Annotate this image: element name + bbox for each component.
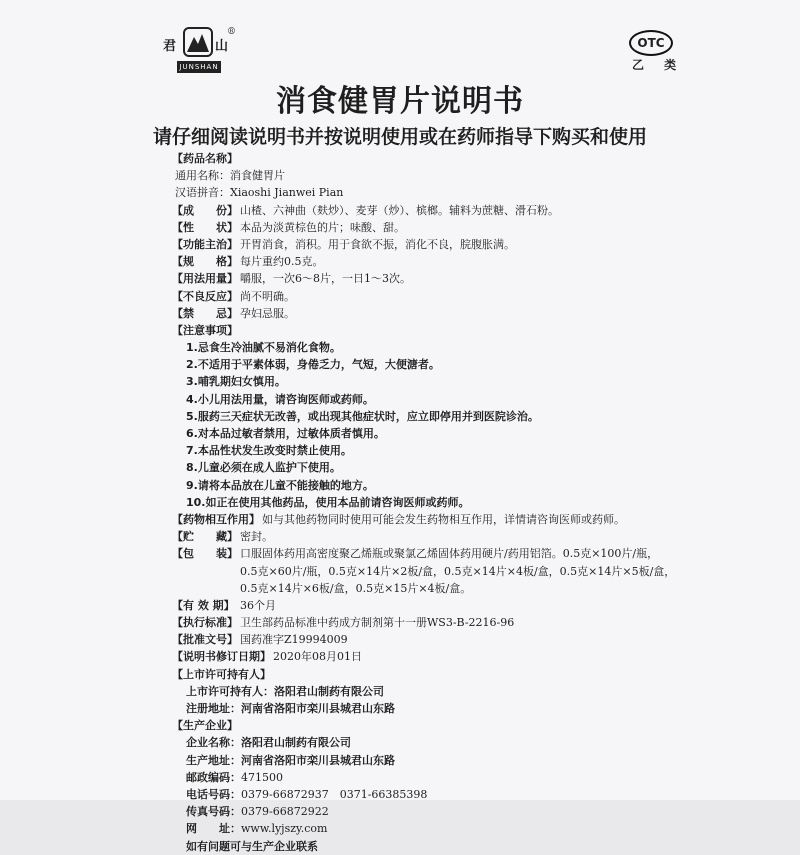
packaging-line: 口服固体药用高密度聚乙烯瓶或聚氯乙烯固体药用硬片/药用铝箔。0.5克×100片/瓶，: [240, 547, 659, 561]
production-address-label: 生产地址：: [186, 753, 241, 767]
precaution-item: 5.服药三天症状无改善，或出现其他症状时，应立即停用并到医院诊治。: [186, 409, 539, 423]
fax-value: 0379-66872922: [241, 805, 329, 819]
company-name-value: 洛阳君山制药有限公司: [241, 736, 351, 750]
license-holder-label: 【上市许可持有人】: [172, 667, 271, 681]
registered-mark: ®: [227, 27, 236, 37]
precaution-item: 10.如正在使用其他药品，使用本品前请咨询医师或药师。: [186, 495, 470, 509]
validity-label: 【有 效 期】: [172, 598, 235, 612]
phone-label: 电话号码：: [186, 787, 241, 801]
logo-right-char: 山: [215, 39, 229, 54]
precaution-item: 1.忌食生冷油腻不易消化食物。: [186, 341, 341, 355]
precaution-item: 8.儿童必须在成人监护下使用。: [186, 461, 341, 475]
logo-left-char: 君: [163, 39, 177, 54]
field-label: 【禁 忌】: [172, 306, 238, 320]
drug-name-label: 【药品名称】: [172, 152, 238, 165]
common-name: 通用名称：消食健胃片: [175, 169, 285, 183]
revision-value: 2020年08月01日: [273, 650, 362, 664]
license-holder-address: 注册地址：河南省洛阳市栾川县城君山东路: [186, 702, 395, 715]
mountain-logo-icon: [183, 27, 213, 57]
standard-value: 卫生部药品标准中药成方制剂第十一册WS3-B-2216-96: [240, 616, 515, 630]
page-title: 消食健胃片说明书: [276, 84, 524, 119]
dosage-value: 嚼服，一次6～8片，一日1～3次。: [240, 272, 411, 286]
company-name-label: 企业名称：: [186, 736, 241, 750]
contact-note: 如有问题可与生产企业联系: [186, 839, 318, 853]
interaction-label: 【药物相互作用】: [172, 512, 260, 526]
website-label: 网 址：: [186, 822, 241, 836]
standard-label: 【执行标准】: [172, 616, 238, 630]
precaution-item: 4.小儿用法用量，请咨询医师或药师。: [186, 392, 374, 406]
field-label: 【性 状】: [172, 220, 238, 234]
storage-label: 【贮 藏】: [172, 530, 238, 544]
field-label: 【功能主治】: [172, 237, 238, 251]
license-holder-name: 上市许可持有人：洛阳君山制药有限公司: [186, 684, 384, 698]
otc-badge: OTC: [629, 30, 673, 56]
production-address-value: 河南省洛阳市栾川县城君山东路: [241, 753, 395, 767]
precaution-item: 7.本品性状发生改变时禁止使用。: [186, 444, 352, 458]
precautions-label: 【注意事项】: [172, 323, 238, 337]
packaging-line: 0.5克×14片×6板/盒，0.5克×15片×4板/盒。: [240, 581, 472, 595]
field-label: 【用法用量】: [172, 272, 238, 286]
approval-value: 国药准字Z19994009: [240, 633, 348, 647]
appearance-value: 本品为淡黄棕色的片；味酸、甜。: [240, 220, 405, 234]
ingredients-value: 山楂、六神曲（麸炒）、麦芽（炒）、槟榔。辅料为蔗糖、滑石粉。: [240, 203, 559, 217]
otc-class: 乙 类: [632, 58, 685, 72]
field-label: 【不良反应】: [172, 289, 238, 303]
specification-value: 每片重约0.5克。: [240, 255, 324, 269]
page-subtitle: 请仔细阅读说明书并按说明使用或在药师指导下购买和使用: [152, 126, 647, 148]
field-label: 【规 格】: [172, 255, 238, 269]
packaging-line: 0.5克×60片/瓶，0.5克×14片×2板/盒，0.5克×14片×4板/盒，0.5克×14片×5板/盒，: [240, 564, 676, 578]
manufacturer-label: 【生产企业】: [172, 719, 238, 733]
interaction-value: 如与其他药物同时使用可能会发生药物相互作用，详情请咨询医师或药师。: [262, 512, 625, 526]
revision-label: 【说明书修订日期】: [172, 650, 271, 664]
precaution-item: 2.不适用于平素体弱，身倦乏力，气短，大便溏者。: [186, 358, 440, 372]
validity-value: 36个月: [240, 598, 276, 612]
leaflet-body: [172, 150, 732, 855]
fax-label: 传真号码：: [186, 805, 241, 819]
indications-value: 开胃消食，消积。用于食欲不振，消化不良，脘腹胀满。: [240, 237, 515, 251]
precaution-item: 9.请将本品放在儿童不能接触的地方。: [186, 478, 374, 492]
precaution-item: 6.对本品过敏者禁用，过敏体质者慎用。: [186, 427, 385, 440]
website-value: www.lyjszy.com: [241, 822, 328, 836]
adverse-reactions-value: 尚不明确。: [240, 289, 295, 303]
postcode-label: 邮政编码：: [186, 770, 241, 784]
precaution-item: 3.哺乳期妇女慎用。: [186, 375, 286, 389]
packaging-value: [240, 545, 675, 597]
pinyin-name: 汉语拼音：Xiaoshi Jianwei Pian: [175, 186, 344, 200]
logo-subtext: JUNSHAN: [177, 61, 221, 73]
postcode-value: 471500: [241, 770, 283, 784]
contraindications-value: 孕妇忌服。: [240, 306, 295, 320]
storage-value: 密封。: [240, 530, 273, 544]
packaging-label: 【包 装】: [172, 547, 238, 561]
phone-value: 0379-66872937 0371-66385398: [241, 787, 428, 801]
approval-label: 【批准文号】: [172, 633, 238, 647]
field-label: 【成 份】: [172, 203, 238, 217]
